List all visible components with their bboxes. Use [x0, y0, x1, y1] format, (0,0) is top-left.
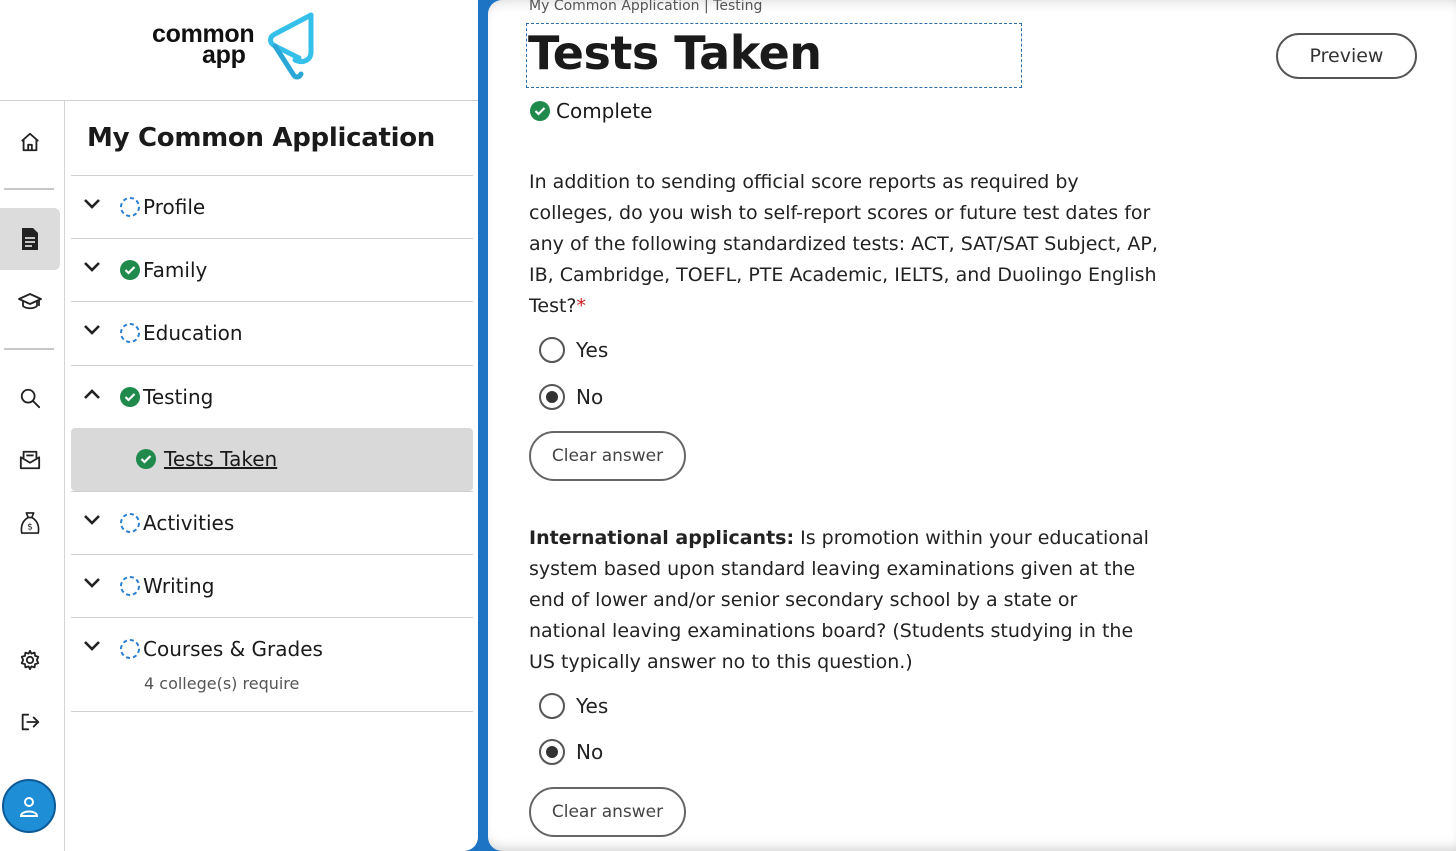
radio-q2-yes[interactable]	[539, 693, 608, 719]
nav-divider	[71, 711, 473, 712]
radio-circle[interactable]	[539, 384, 565, 410]
page-title: Tests Taken	[528, 26, 822, 80]
radio-label[interactable]: No	[576, 740, 604, 764]
common-app-logo[interactable]	[150, 12, 325, 84]
incomplete-status-icon	[119, 638, 141, 660]
question-text: Is promotion within your educational system based upon standard leaving examinations given at the end of lower and/or senior secondary school by a state or national leaving examinations board? (Students studying in the US typically answer no to this question.)	[529, 527, 1149, 673]
radio-circle[interactable]	[539, 337, 565, 363]
home-rail-button[interactable]	[0, 111, 60, 173]
incomplete-status-icon	[119, 575, 141, 597]
chevron-down-icon[interactable]	[83, 324, 101, 336]
preview-button[interactable]: Preview	[1276, 33, 1417, 79]
question-international	[529, 523, 1159, 678]
gear-icon	[19, 649, 41, 671]
nav-subitem-tests-taken[interactable]	[71, 428, 473, 491]
nav-item-label: Activities	[143, 511, 235, 535]
question-text: In addition to sending official score reports as required by colleges, do you wish to self-report scores or future test dates for any of the following standardized tests: ACT, SAT/SAT Subject, AP, IB, Cambridge, TOEFL, PTE Academic, IELTS, and Duolingo English Test?	[529, 171, 1158, 317]
left-panel	[0, 0, 478, 851]
radio-circle[interactable]	[539, 693, 565, 719]
search-icon	[19, 387, 41, 409]
radio-circle[interactable]	[539, 739, 565, 765]
complete-check-icon	[119, 259, 141, 281]
home-icon	[19, 131, 41, 153]
complete-check-icon	[119, 386, 141, 408]
incomplete-status-icon	[119, 512, 141, 534]
nav-title: My Common Application	[87, 123, 435, 153]
status-text: Complete	[556, 99, 653, 123]
breadcrumb: My Common Application | Testing	[529, 0, 763, 14]
search-rail-button[interactable]	[0, 367, 60, 429]
icon-rail	[0, 101, 65, 851]
radio-q1-no[interactable]	[539, 384, 603, 410]
chevron-down-icon[interactable]	[83, 577, 101, 589]
clear-answer-button[interactable]: Clear answer	[529, 431, 686, 481]
incomplete-status-icon	[119, 196, 141, 218]
complete-check-icon	[529, 100, 551, 122]
logo-mark-icon	[265, 12, 320, 80]
chevron-up-icon[interactable]	[83, 388, 101, 400]
application-rail-button[interactable]	[0, 208, 60, 270]
svg-text:$: $	[27, 521, 33, 533]
user-icon	[17, 794, 41, 818]
nav-item-label: Family	[143, 258, 208, 282]
main-panel	[488, 0, 1456, 851]
chevron-down-icon[interactable]	[83, 640, 101, 652]
settings-rail-button[interactable]	[0, 629, 60, 691]
nav-item-education[interactable]	[71, 301, 473, 364]
nav-item-label: Courses & Grades	[143, 637, 323, 661]
complete-check-icon	[135, 448, 157, 470]
nav-subitem-label[interactable]: Tests Taken	[164, 447, 278, 471]
chevron-down-icon[interactable]	[83, 261, 101, 273]
chevron-down-icon[interactable]	[83, 198, 101, 210]
header-divider	[0, 100, 478, 101]
incomplete-status-icon	[119, 322, 141, 344]
radio-label[interactable]: No	[576, 385, 604, 409]
financial-aid-rail-button[interactable]	[0, 492, 60, 554]
chevron-down-icon[interactable]	[83, 514, 101, 526]
rail-separator	[4, 188, 54, 190]
required-marker: *	[576, 295, 586, 317]
requirement-note: 4 college(s) require	[144, 674, 300, 693]
question-self-report	[529, 167, 1159, 322]
graduation-cap-icon	[18, 292, 42, 312]
nav-item-profile[interactable]	[71, 175, 473, 238]
radio-q2-no[interactable]	[539, 739, 603, 765]
radio-label[interactable]: Yes	[576, 694, 609, 718]
nav-item-label: Testing	[143, 385, 214, 409]
user-avatar-button[interactable]	[2, 779, 56, 833]
logo-text-line2: app	[202, 41, 246, 69]
nav-item-label: Writing	[143, 574, 215, 598]
rail-separator	[4, 348, 54, 350]
money-bag-icon	[19, 511, 41, 535]
document-icon	[20, 227, 40, 251]
nav-item-label: Education	[143, 321, 243, 345]
sign-out-icon	[19, 711, 41, 733]
nav-item-writing[interactable]	[71, 554, 473, 617]
nav-item-activities[interactable]	[71, 491, 473, 554]
nav-item-family[interactable]	[71, 238, 473, 301]
logo-text-line1: common	[152, 20, 255, 48]
radio-label[interactable]: Yes	[576, 338, 609, 362]
college-search-rail-button[interactable]	[0, 271, 60, 333]
section-status	[529, 99, 652, 123]
messages-rail-button[interactable]	[0, 429, 60, 491]
radio-q1-yes[interactable]	[539, 337, 608, 363]
nav-item-courses-grades[interactable]	[71, 617, 473, 711]
question-bold-prefix: International applicants:	[529, 527, 795, 549]
nav-item-testing[interactable]	[71, 365, 473, 428]
nav-item-label: Profile	[143, 195, 206, 219]
sign-out-rail-button[interactable]	[0, 691, 60, 753]
clear-answer-button[interactable]: Clear answer	[529, 787, 686, 837]
mail-icon	[19, 449, 41, 471]
